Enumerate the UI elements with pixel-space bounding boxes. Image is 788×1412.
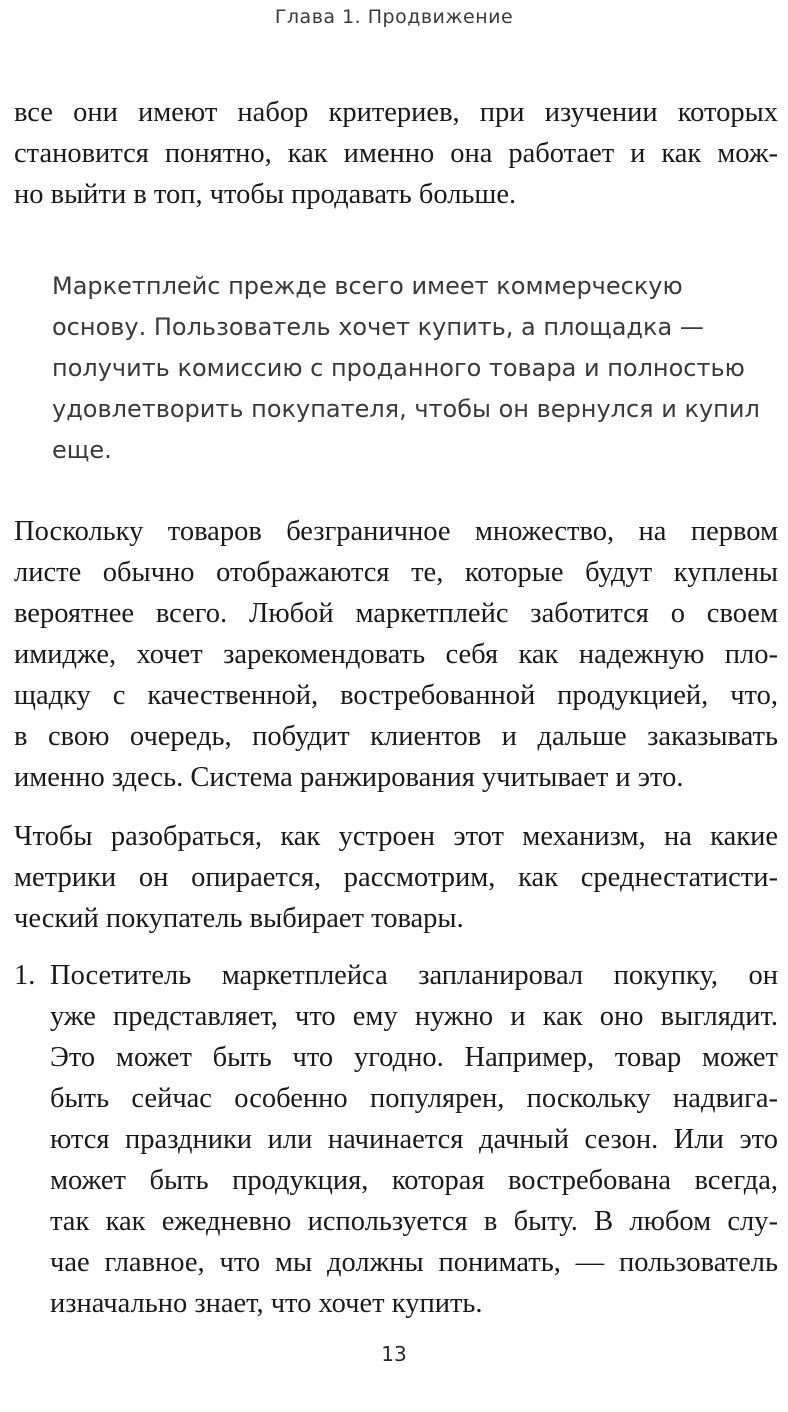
- paragraph-ranking: [14, 511, 778, 798]
- text-line: вероятнее всего. Любой маркетплейс заботится о своем: [14, 598, 778, 629]
- text-line: Это может быть что угодно. Например, товар может: [50, 1042, 778, 1073]
- text-line: листе обычно отображаются те, которые будут куплены: [14, 557, 778, 588]
- callout-line: получить комиссию с проданного товара и полностью: [52, 354, 745, 382]
- paragraph-mechanism: [14, 816, 778, 939]
- text-line: уже представляет, что ему нужно и как оно выглядит.: [50, 1001, 778, 1032]
- text-line: щадку с качественной, востребованной продукцией, что,: [14, 680, 778, 711]
- callout-line: Маркетплейс прежде всего имеет коммерческую: [52, 272, 683, 300]
- paragraph-intro: [14, 92, 778, 215]
- text-line: Чтобы разобраться, как устроен этот механизм, на какие: [14, 821, 778, 852]
- callout-line: удовлетворить покупателя, чтобы он вернулся и купил: [52, 395, 760, 423]
- text-line: все они имеют набор критериев, при изучении которых: [14, 97, 778, 128]
- text-line: в свою очередь, побудит клиентов и дальше заказывать: [14, 721, 778, 752]
- text-line: может быть продукция, которая востребована всегда,: [50, 1165, 778, 1196]
- callout-block: [52, 266, 772, 471]
- text-line: ческий покупатель выбирает товары.: [14, 903, 464, 934]
- list-item: [14, 955, 778, 1324]
- text-line: метрики он опирается, рассмотрим, как среднестатисти-: [14, 862, 778, 893]
- list-item-number: 1.: [14, 960, 36, 991]
- running-header: Глава 1. Продвижение: [274, 6, 514, 28]
- text-line: именно здесь. Система ранжирования учитывает и это.: [14, 762, 684, 793]
- text-line: изначально знает, что хочет купить.: [50, 1288, 483, 1319]
- text-line: ются праздники или начинается дачный сезон. Или это: [50, 1124, 778, 1155]
- text-line: имидже, хочет зарекомендовать себя как надежную пло-: [14, 639, 778, 670]
- callout-line: еще.: [52, 436, 112, 464]
- text-line: чае главное, что мы должны понимать, — пользователь: [50, 1247, 778, 1278]
- text-line: становится понятно, как именно она работает и как мож-: [14, 138, 778, 169]
- text-line: но выйти в топ, чтобы продавать больше.: [14, 179, 517, 210]
- callout-line: основу. Пользователь хочет купить, а площадка —: [52, 313, 704, 341]
- page-number: 13: [381, 1342, 407, 1366]
- text-line: так как ежедневно используется в быту. В любом слу-: [50, 1206, 778, 1237]
- text-line: Посетитель маркетплейса запланировал покупку, он: [50, 960, 778, 991]
- text-line: быть сейчас особенно популярен, поскольку надвига-: [50, 1083, 778, 1114]
- text-line: Поскольку товаров безграничное множество, на первом: [14, 516, 778, 547]
- numbered-list: [14, 955, 778, 1324]
